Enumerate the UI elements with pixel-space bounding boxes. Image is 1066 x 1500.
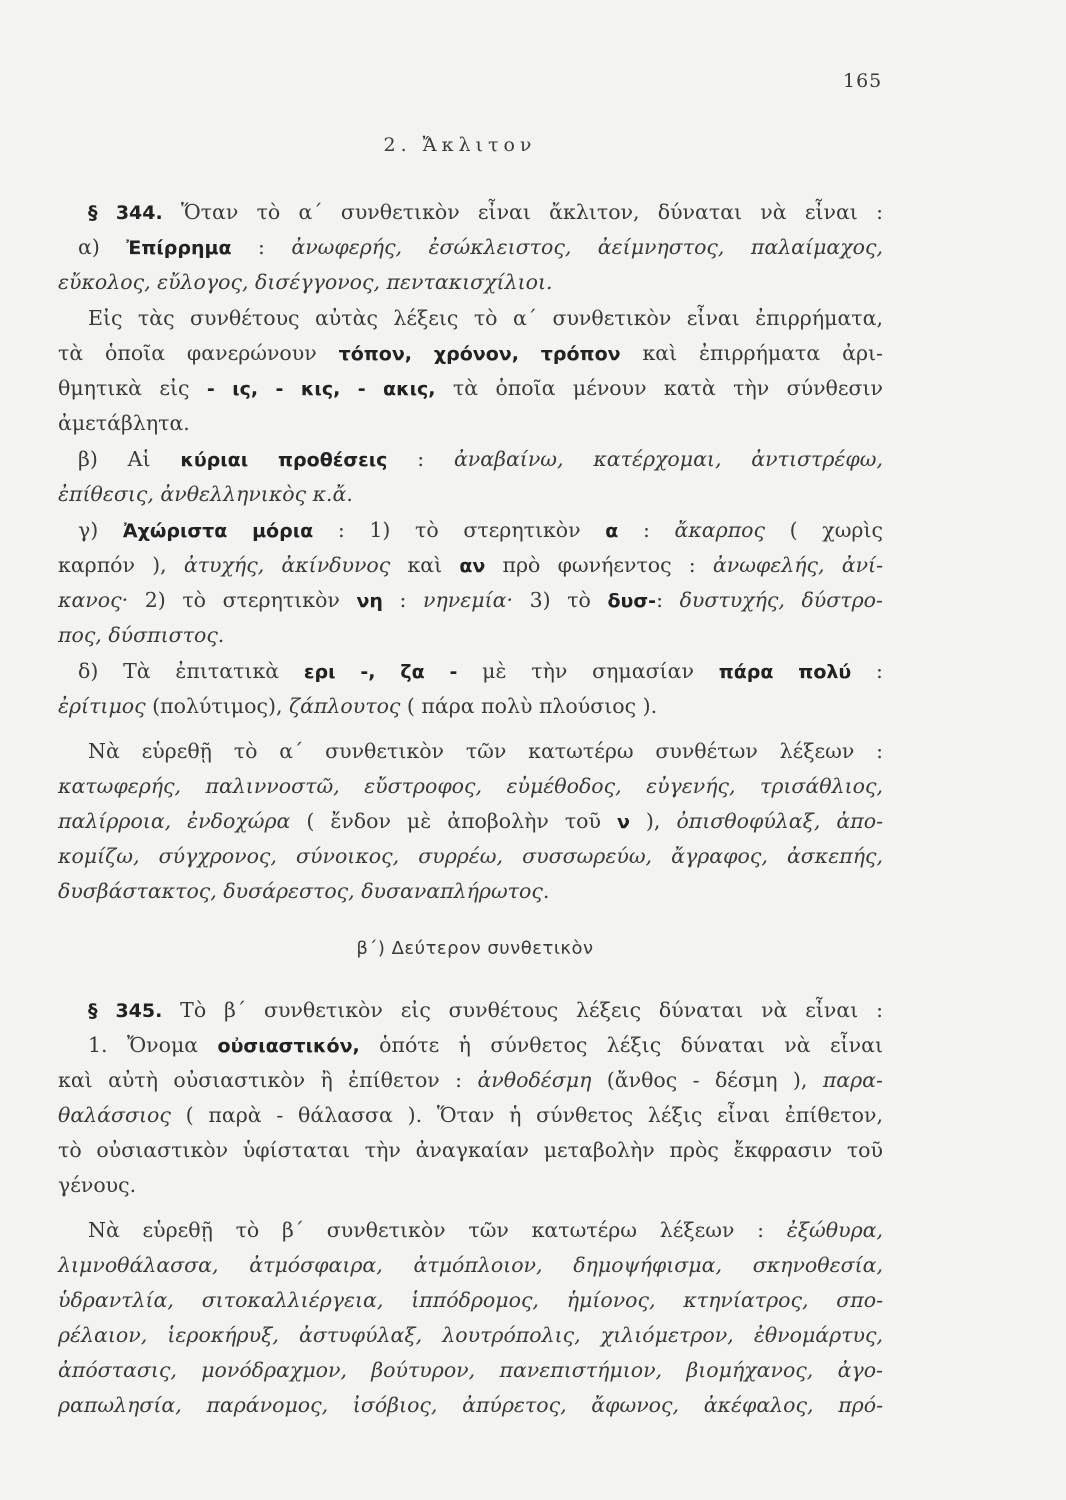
item-c-line-4: πος, δύσπιστος.: [58, 623, 225, 647]
explanation-line-1: Εἰς τὰς συνθέτους αὐτὰς λέξεις τὸ α΄ συνθετικὸν εἶναι ἐπιρρήματα,: [88, 306, 883, 330]
paragraph-345-line-6: γένους.: [58, 1173, 137, 1197]
explanation-line-4: ἀμετάβλητα.: [58, 411, 190, 435]
paragraph-345-line-4: θαλάσσιος ( παρὰ - θάλασσα ). Ὅταν ἡ σύνθετος λέξις εἶναι ἐπίθετον,: [58, 1103, 883, 1127]
explanation-line-2: τὰ ὁποῖα φανερώνουν τόπον, χρόνον, τρόπον καὶ ἐπιρρήματα ἀρι-: [58, 341, 883, 365]
exercise-2-line-1: Νὰ εὑρεθῇ τὸ β΄ συνθετικὸν τῶν κατωτέρω λέξεων : ἐξώθυρα,: [88, 1218, 883, 1242]
item-c-line-2: καρπόν ), ἀτυχής, ἀκίνδυνος καὶ αν πρὸ φωνήεντος : ἀνωφελής, ἀνί-: [58, 553, 883, 577]
item-d-line-1: δ) Τὰ ἐπιτατικὰ ερι -, ζα - μὲ τὴν σημασίαν πάρα πολύ :: [78, 659, 883, 683]
section-heading: 2. Ἄκλιτον: [383, 134, 537, 156]
exercise-2-line-5: ἀπόστασις, μονόδραχμον, βούτυρον, πανεπιστήμιον, βιομήχανος, ἀγο-: [58, 1358, 883, 1382]
item-d-line-2: ἐρίτιμος (πολύτιμος), ζάπλουτος ( πάρα πολὺ πλούσιος ).: [58, 694, 658, 718]
explanation-line-3: θμητικὰ εἰς - ις, - κις, - ακις, τὰ ὁποῖα μένουν κατὰ τὴν σύνθεσιν: [58, 376, 883, 400]
item-c-line-1: γ) Ἀχώριστα μόρια : 1) τὸ στερητικὸν α : ἄκαρπος ( χωρὶς: [78, 518, 883, 542]
item-a-line-1: α) Ἐπίρρημα : ἀνωφερής, ἐσώκλειστος, ἀείμνηστος, παλαίμαχος,: [78, 235, 883, 259]
term-kyriai-protheseis: κύριαι προθέσεις: [180, 449, 388, 471]
paragraph-345-line-2: 1. Ὄνομα οὐσιαστικόν, ὁπότε ἡ σύνθετος λέξις δύναται νὰ εἶναι: [88, 1033, 883, 1057]
section-number: § 344.: [88, 202, 163, 224]
paragraph-345-line-1: § 345. Τὸ β΄ συνθετικὸν εἰς συνθέτους λέξεις δύναται νὰ εἶναι :: [88, 998, 883, 1022]
item-b-line-2: ἐπίθεσις, ἀνθελληνικὸς κ.ἄ.: [58, 482, 353, 506]
exercise-2-line-4: ρέλαιον, ἱεροκήρυξ, ἀστυφύλαξ, λουτρόπολις, χιλιόμετρον, ἐθνομάρτυς,: [58, 1323, 883, 1347]
exercise-1-line-4: κομίζω, σύγχρονος, σύνοικος, συρρέω, συσσωρεύω, ἄγραφος, ἀσκεπής,: [58, 844, 883, 868]
subsection-heading: β΄) Δεύτερον συνθετικὸν: [356, 938, 594, 959]
term-ousiastikon: οὐσιαστικόν,: [217, 1035, 360, 1057]
section-number: § 345.: [88, 1000, 163, 1022]
exercise-2-line-3: ὑδραντλία, σιτοκαλλιέργεια, ἱππόδρομος, ἡμίονος, κτηνίατρος, σπο-: [58, 1288, 883, 1312]
exercise-1-line-1: Νὰ εὑρεθῇ τὸ α΄ συνθετικὸν τῶν κατωτέρω συνθέτων λέξεων :: [88, 739, 883, 763]
term-para-poly: πάρα πολύ: [718, 661, 852, 683]
exercise-2-line-2: λιμνοθάλασσα, ἀτμόσφαιρα, ἀτμόπλοιον, δημοψήφισμα, σκηνοθεσία,: [58, 1253, 883, 1277]
paragraph-345-line-5: τὸ οὐσιαστικὸν ὑφίσταται τὴν ἀναγκαίαν μεταβολὴν πρὸς ἔκφρασιν τοῦ: [58, 1138, 883, 1162]
paragraph-344-line-1: § 344. Ὅταν τὸ α΄ συνθετικὸν εἶναι ἄκλιτον, δύναται νὰ εἶναι :: [88, 200, 883, 224]
term-achorista-moria: Ἀχώριστα μόρια: [122, 520, 314, 542]
item-b-line-1: β) Αἱ κύριαι προθέσεις : ἀναβαίνω, κατέρχομαι, ἀντιστρέφω,: [78, 447, 883, 471]
exercise-1-line-3: παλίρροια, ἐνδοχώρα ( ἔνδον μὲ ἀποβολὴν τοῦ ν ), ὀπισθοφύλαξ, ἀπο-: [58, 809, 883, 833]
paragraph-345-line-3: καὶ αὐτὴ οὐσιαστικὸν ἢ ἐπίθετον : ἀνθοδέσμη (ἄνθος - δέσμη ), παρα-: [58, 1068, 883, 1092]
page-number: 165: [843, 70, 883, 92]
item-c-line-3: κανος· 2) τὸ στερητικὸν νη : νηνεμία· 3) τὸ δυσ-: δυστυχής, δύστρο-: [58, 588, 883, 612]
exercise-2-line-6: ραπωλησία, παράνομος, ἰσόβιος, ἀπύρετος, ἄφωνος, ἀκέφαλος, πρό-: [58, 1393, 883, 1417]
exercise-1-line-5: δυσβάστακτος, δυσάρεστος, δυσαναπλήρωτος.: [58, 879, 550, 903]
item-a-line-2: εὔκολος, εὔλογος, δισέγγονος, πεντακισχίλιοι.: [58, 270, 553, 294]
term-epirrima: Ἐπίρρημα: [126, 237, 232, 259]
exercise-1-line-2: κατωφερής, παλιννοστῶ, εὔστροφος, εὐμέθοδος, εὐγενής, τρισάθλιος,: [58, 774, 883, 798]
